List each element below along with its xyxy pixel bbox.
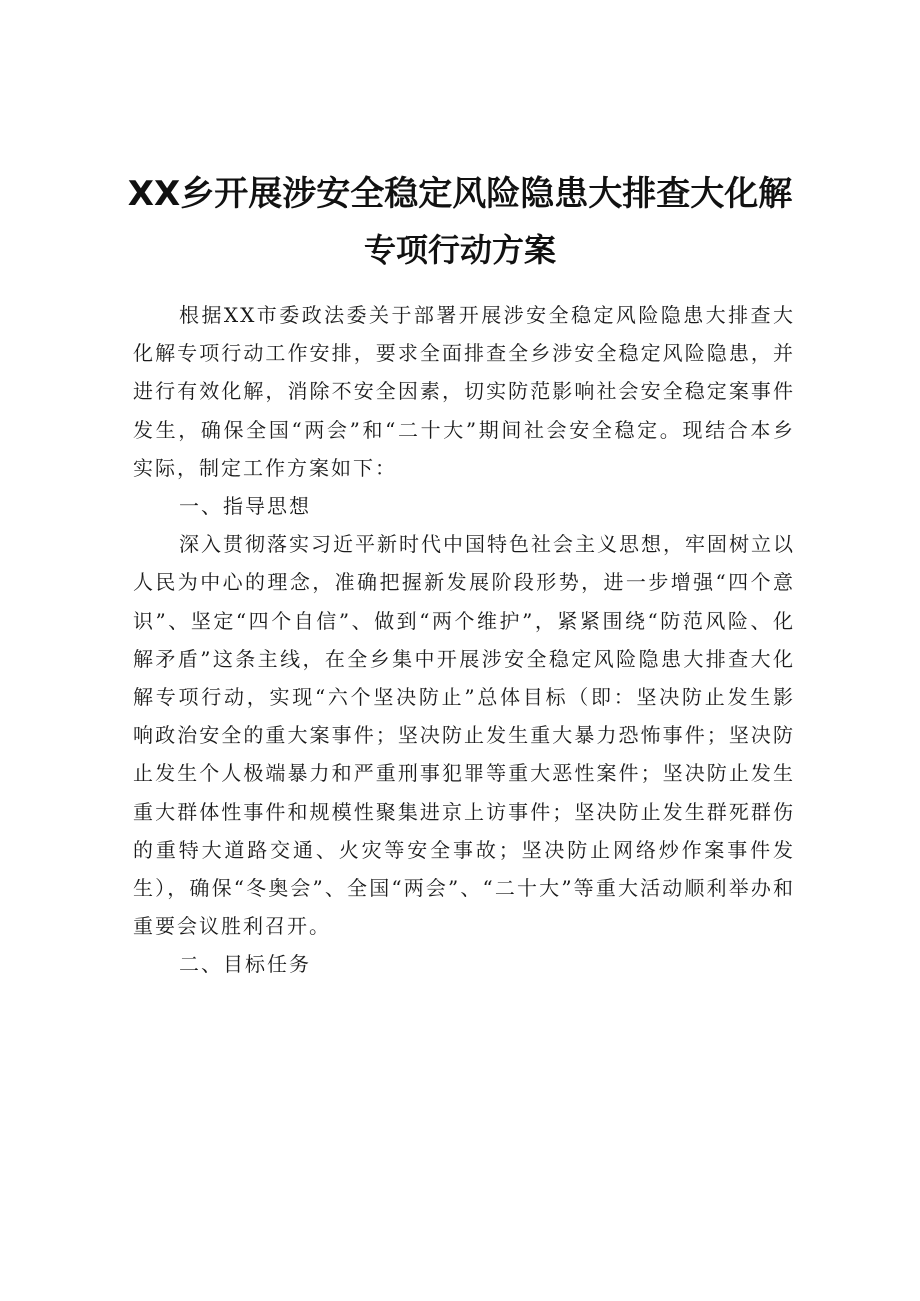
document-body — [133, 296, 795, 984]
document-title-line-1: XX乡开展涉安全稳定风险隐患大排查大化解 — [127, 174, 793, 214]
intro-paragraph: 根据XX市委政法委关于部署开展涉安全稳定风险隐患大排查大化解专项行动工作安排，要求全面排查全乡涉安全稳定风险隐患，并进行有效化解，消除不安全因素，切实防范影响社会安全稳定案事件发生，确保全国“两会”和“二十大”期间社会安全稳定。现结合本乡实际，制定工作方案如下： — [133, 303, 795, 480]
guiding-ideology-paragraph: 深入贯彻落实习近平新时代中国特色社会主义思想，牢固树立以人民为中心的理念，准确把握新发展阶段形势，进一步增强“四个意识”、坚定“四个自信”、做到“两个维护”，紧紧围绕“防范风险、化解矛盾”这条主线，在全乡集中开展涉安全稳定风险隐患大排查大化解专项行动，实现“六个坚决防止”总体目标（即：坚决防止发生影响政治安全的重大案事件；坚决防止发生重大暴力恐怖事件；坚决防止发生个人极端暴力和严重刑事犯罪等重大恶性案件；坚决防止发生重大群体性事件和规模性聚集进京上访事件；坚决防止发生群死群伤的重特大道路交通、火灾等安全事故；坚决防止网络炒作案事件发生），确保“冬奥会”、全国“两会”、“二十大”等重大活动顺利举办和重要会议胜利召开。 — [133, 532, 795, 939]
section-heading-goals-tasks: 二、目标任务 — [179, 952, 311, 977]
section-heading-guiding-ideology: 一、指导思想 — [179, 494, 311, 519]
document-title-line-2: 专项行动方案 — [363, 231, 556, 269]
